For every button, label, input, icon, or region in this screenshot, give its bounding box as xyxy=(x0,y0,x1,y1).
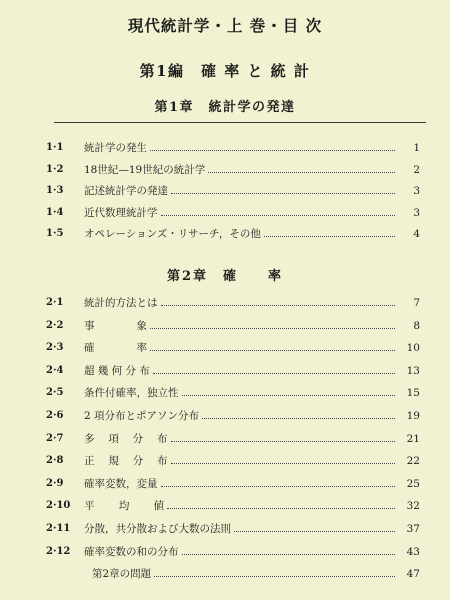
leader-dots xyxy=(161,205,396,216)
entry-body xyxy=(84,453,420,469)
section-number: 2·7 xyxy=(46,432,64,444)
section-number: 1·2 xyxy=(46,163,64,175)
leader-dots xyxy=(161,476,396,487)
leader-dots xyxy=(167,498,395,509)
page-number: 4 xyxy=(413,228,420,240)
entry-body xyxy=(84,318,420,334)
entry-title: 記述統計学の発達 xyxy=(84,185,168,197)
entry-title: 正 規 分 布 xyxy=(84,455,168,468)
toc-entry xyxy=(0,385,450,401)
page-number: 37 xyxy=(406,523,420,535)
toc-entry xyxy=(0,476,450,492)
entry-title: 統計学の発生 xyxy=(84,142,147,154)
entry-title: 超 幾 何 分 布 xyxy=(84,364,150,377)
entry-body xyxy=(84,205,420,221)
chapter2-heading: 第2章 確 率 xyxy=(166,269,284,284)
page-number: 7 xyxy=(413,297,420,309)
part-heading: 第1編 確 率 と 統 計 xyxy=(139,62,311,80)
entry-body xyxy=(84,340,420,356)
entry-body xyxy=(84,521,420,537)
section-number: 2·8 xyxy=(46,455,64,467)
section-number: 2·3 xyxy=(46,342,64,354)
entry-body xyxy=(92,566,420,582)
entry-body xyxy=(84,162,420,178)
toc-entry xyxy=(0,544,450,560)
leader-dots xyxy=(154,566,395,577)
page-title: 現代統計学・上 巻・目 次 xyxy=(127,16,323,35)
toc-entry xyxy=(0,408,450,424)
page-number: 10 xyxy=(406,342,420,355)
page-number: 21 xyxy=(406,432,420,445)
entry-title: 18世紀—19世紀の統計学 xyxy=(84,163,206,176)
entry-body xyxy=(84,431,420,447)
leader-dots xyxy=(150,318,395,329)
section-number: 1·4 xyxy=(46,206,64,218)
entry-body xyxy=(84,295,420,311)
entry-title: 条件付確率，独立性 xyxy=(84,387,179,400)
toc-entry xyxy=(0,498,450,514)
entry-title: 第2章の問題 xyxy=(92,568,152,581)
toc-entry xyxy=(0,340,450,356)
page-number: 3 xyxy=(413,185,420,197)
toc-entry xyxy=(0,318,450,334)
leader-dots xyxy=(161,295,396,306)
section-number: 1·5 xyxy=(46,228,64,239)
leader-dots xyxy=(264,226,395,237)
toc-entry xyxy=(0,521,450,537)
entry-title: 事 象 xyxy=(84,319,147,332)
section-number: 2·5 xyxy=(46,387,64,399)
entry-body xyxy=(84,363,420,379)
page-number: 47 xyxy=(406,568,420,581)
entry-body xyxy=(84,498,420,514)
toc-entry xyxy=(0,183,450,199)
leader-dots xyxy=(171,183,395,194)
section-number: 2·11 xyxy=(46,523,71,534)
entry-body xyxy=(84,385,420,401)
page-number: 32 xyxy=(406,500,420,513)
leader-dots xyxy=(153,363,395,374)
toc-entry xyxy=(0,226,450,242)
entry-title: 確率変数，変量 xyxy=(84,477,158,490)
divider xyxy=(54,122,426,123)
page-number: 13 xyxy=(406,364,420,377)
leader-dots xyxy=(171,431,395,442)
entry-body xyxy=(84,544,420,560)
entry-body xyxy=(84,183,420,199)
leader-dots xyxy=(182,385,396,396)
toc-entry xyxy=(0,453,450,469)
page-number: 43 xyxy=(406,545,420,558)
leader-dots xyxy=(234,521,395,532)
section-number: 1·1 xyxy=(46,142,64,153)
leader-dots xyxy=(150,340,395,351)
section-number: 2·10 xyxy=(46,500,71,512)
section-number: 2·12 xyxy=(46,545,71,557)
section-number: 1·3 xyxy=(46,185,64,196)
toc-entry xyxy=(0,431,450,447)
leader-dots xyxy=(150,140,395,151)
page-number: 3 xyxy=(413,206,420,219)
page-number: 19 xyxy=(406,410,420,422)
leader-dots xyxy=(182,544,396,555)
toc-entry xyxy=(0,566,450,582)
section-number: 2·1 xyxy=(46,297,64,308)
entry-title: 確率変数の和の分布 xyxy=(84,545,179,558)
leader-dots xyxy=(171,453,395,464)
entry-body xyxy=(84,408,420,424)
entry-title: 統計的方法とは xyxy=(84,297,158,309)
toc-entry xyxy=(0,162,450,178)
entry-title: 確 率 xyxy=(84,342,147,355)
toc-entry xyxy=(0,140,450,156)
entry-body xyxy=(84,226,420,242)
section-number: 2·6 xyxy=(46,410,64,421)
entry-title: オペレーションズ・リサーチ，その他 xyxy=(84,228,261,240)
leader-dots xyxy=(208,162,395,173)
toc-entry xyxy=(0,205,450,221)
leader-dots xyxy=(202,408,395,419)
entry-title: 分散，共分散および大数の法則 xyxy=(84,523,231,535)
entry-title: 2 項分布とポアソン分布 xyxy=(84,410,200,422)
entry-title: 平 均 値 xyxy=(84,500,165,513)
entry-title: 多 項 分 布 xyxy=(84,432,168,445)
page-number: 8 xyxy=(413,319,420,332)
toc-entry xyxy=(0,363,450,379)
section-number: 2·9 xyxy=(46,477,64,489)
entry-body xyxy=(84,476,420,492)
entry-title: 近代数理統計学 xyxy=(84,206,158,219)
section-number: 2·4 xyxy=(46,364,64,376)
page-number: 25 xyxy=(406,477,420,490)
page-number: 15 xyxy=(406,387,420,400)
page-number: 22 xyxy=(406,455,420,468)
page-number: 2 xyxy=(413,163,420,176)
chapter1-heading: 第1章 統計学の発達 xyxy=(154,100,296,115)
page-number: 1 xyxy=(413,142,420,154)
section-number: 2·2 xyxy=(46,319,64,331)
entry-body xyxy=(84,140,420,156)
toc-entry xyxy=(0,295,450,311)
